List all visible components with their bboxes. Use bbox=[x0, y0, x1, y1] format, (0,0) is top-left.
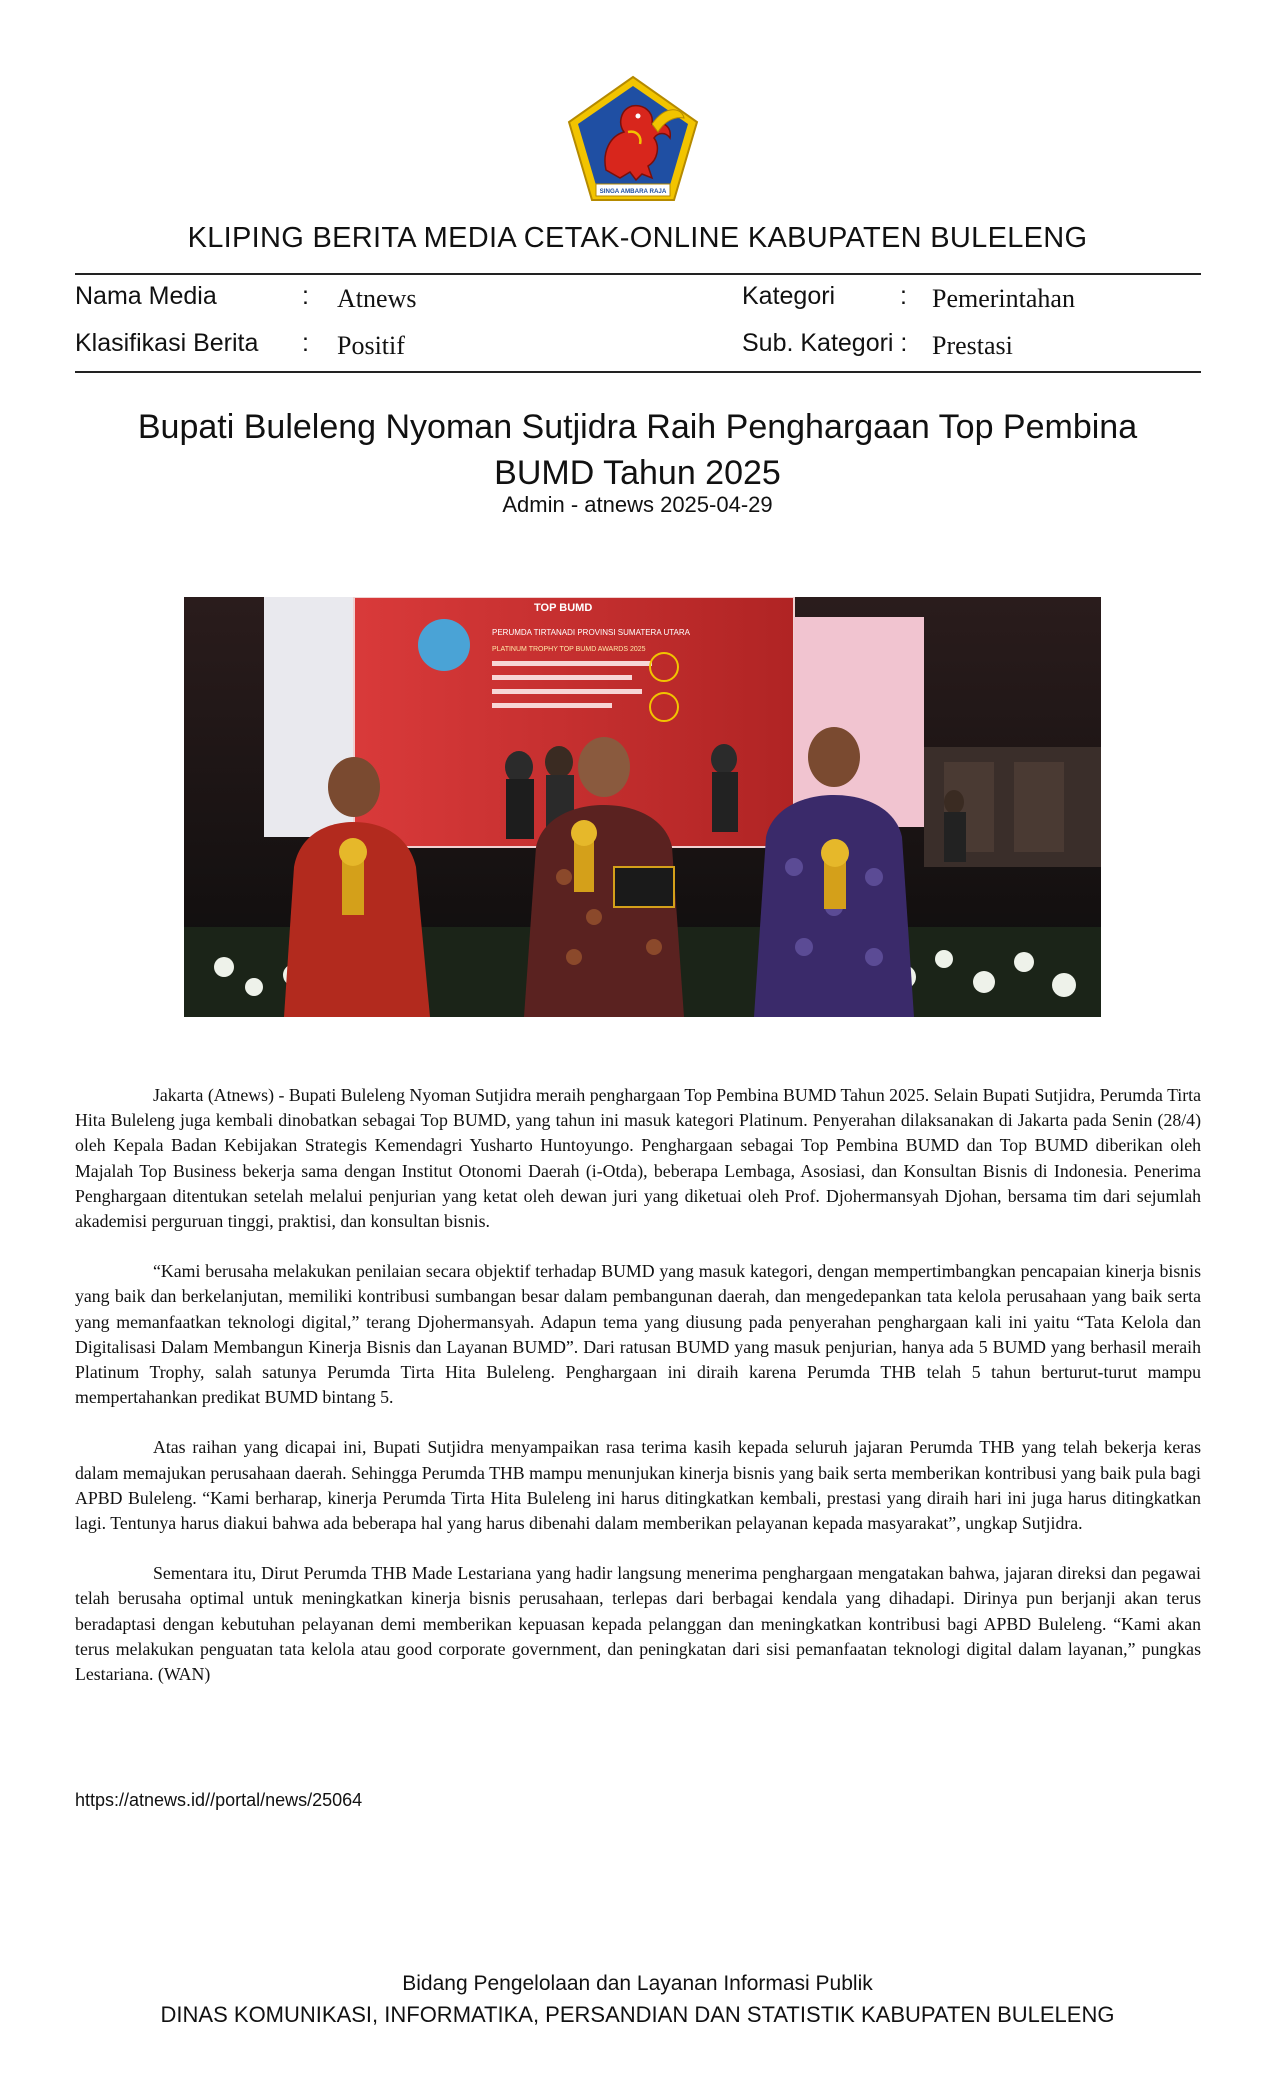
screen-brand: TOP BUMD bbox=[534, 602, 593, 614]
media-value: Atnews bbox=[337, 284, 417, 313]
subkategori-label: Sub. Kategori : bbox=[742, 329, 908, 357]
footer-department: Bidang Pengelolaan dan Layanan Informasi Publik bbox=[402, 1972, 873, 1995]
kategori-separator: : bbox=[900, 282, 907, 310]
buleleng-coat-of-arms-icon bbox=[566, 74, 700, 202]
header-bottom-rule bbox=[75, 371, 1201, 373]
kategori-value: Pemerintahan bbox=[932, 284, 1075, 313]
kategori-label: Kategori bbox=[742, 282, 836, 310]
article-body bbox=[75, 1083, 1201, 1712]
screen-line-2: PLATINUM TROPHY TOP BUMD AWARDS 2025 bbox=[492, 646, 646, 653]
subkategori-value: Prestasi bbox=[932, 331, 1013, 360]
media-separator: : bbox=[302, 282, 309, 310]
article-title: Bupati Buleleng Nyoman Sutjidra Raih Penghargaan Top Pembina BUMD Tahun 2025 bbox=[137, 408, 1138, 492]
photo-illustration bbox=[184, 597, 1101, 1017]
article-byline: Admin - atnews 2025-04-29 bbox=[502, 492, 773, 517]
klasifikasi-separator: : bbox=[302, 329, 309, 357]
article-paragraph-1: Jakarta (Atnews) - Bupati Buleleng Nyoman Sutjidra meraih penghargaan Top Pembina BUMD Tahun 2025. Selain Bupati Sutjidra, Perumda Tirta Hita Buleleng juga kembali dinobatkan sebagai Top BUMD, yang tahun ini masuk kategori Platinum. Penyerahan dilaksanakan di Jakarta pada Senin (28/4) oleh Kepala Badan Kebijakan Strategis Kemendagri Yusharto Huntoyungo. Penghargaan sebagai Top Pembina BUMD dan Top BUMD diberikan oleh Majalah Top Business bekerja sama dengan Institut Otonomi Daerah (i-Otda), beberapa Lembaga, Asosiasi, dan Konsultan Bisnis di Indonesia. Penerima Penghargaan ditentukan setelah melalui penjurian yang ketat oleh dewan juri yang diketuai oleh Prof. Djohermansyah Djohan, bersama tim dari sejumlah akademisi perguruan tinggi, praktisi, dan konsultan bisnis. bbox=[75, 1085, 1201, 1232]
source-url-link[interactable]: https://atnews.id//portal/news/25064 bbox=[75, 1790, 363, 1810]
klasifikasi-label: Klasifikasi Berita bbox=[75, 329, 259, 357]
media-label: Nama Media bbox=[75, 282, 217, 310]
footer-agency: DINAS KOMUNIKASI, INFORMATIKA, PERSANDIAN DAN STATISTIK KABUPATEN BULELENG bbox=[160, 2002, 1115, 2027]
klasifikasi-value: Positif bbox=[337, 331, 405, 360]
page-header-title: KLIPING BERITA MEDIA CETAK-ONLINE KABUPATEN BULELENG bbox=[187, 222, 1088, 254]
award-ceremony-photo bbox=[184, 597, 1101, 1017]
header-top-rule bbox=[75, 273, 1201, 275]
screen-line-1: PERUMDA TIRTANADI PROVINSI SUMATERA UTARA bbox=[492, 628, 690, 637]
logo-motto: SINGA AMBARA RAJA bbox=[599, 188, 667, 195]
article-paragraph-2: “Kami berusaha melakukan penilaian secara objektif terhadap BUMD yang masuk kategori, dengan mempertimbangkan pencapaian kinerja bisnis yang baik dan berkelanjutan, memiliki kontribusi sumbangan besar dalam pembangunan daerah, dan mengedepankan tata kelola perusahaan yang baik serta yang memanfaatkan teknologi digital,” terang Djohermansyah. Adapun tema yang diusung pada penyerahan penghargaan kali ini yaitu “Tata Kelola dan Digitalisasi Dalam Membangun Kinerja Bisnis dan Layanan BUMD”. Dari ratusan BUMD yang masuk penjurian, hanya ada 5 BUMD yang berhasil meraih Platinum Trophy, salah satunya Perumda Tirta Hita Buleleng. Penghargaan ini diraih karena Perumda THB telah 5 tahun berturut-turut mampu mempertahankan predikat BUMD bintang 5. bbox=[75, 1261, 1201, 1408]
article-paragraph-3: Atas raihan yang dicapai ini, Bupati Sutjidra menyampaikan rasa terima kasih kepada seluruh jajaran Perumda THB yang telah bekerja keras dalam memajukan perusahaan daerah. Sehingga Perumda THB mampu menunjukan kinerja bisnis yang baik serta memberikan kontribusi yang baik pula bagi APBD Buleleng. “Kami berharap, kinerja Perumda Tirta Hita Buleleng ini harus ditingkatkan kembali, prestasi yang diraih hari ini juga harus ditingkatkan lagi. Tentunya harus diakui bahwa ada beberapa hal yang harus dibenahi dalam memberikan pelayanan kepada masyarakat”, ungkap Sutjidra. bbox=[75, 1437, 1201, 1534]
article-paragraph-4: Sementara itu, Dirut Perumda THB Made Lestariana yang hadir langsung menerima penghargaan mengatakan bahwa, jajaran direksi dan pegawai telah berusaha optimal untuk meningkatkan kinerja bisnis perusahaan, terlepas dari berbagai kendala yang dihadapi. Dirinya pun berjanji akan terus beradaptasi dengan kebutuhan pelayanan demi memberikan kepuasan kepada pelanggan dan meningkatkan kontribusi bagi APBD Buleleng. “Kami akan terus melakukan penguatan tata kelola atau good corporate government, dan peningkatan dari sisi pemanfaatan teknologi digital dalam layanan,” pungkas Lestariana. (WAN) bbox=[75, 1563, 1201, 1685]
